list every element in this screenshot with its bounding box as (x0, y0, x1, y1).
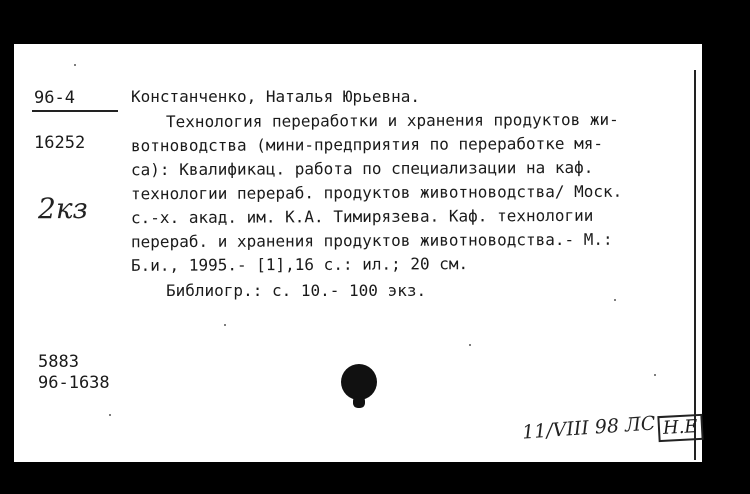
card-edge-line (694, 70, 696, 460)
paper-speck (654, 374, 656, 376)
paper-speck (224, 324, 226, 326)
paper-speck (614, 299, 616, 301)
title-line-5: с.-х. акад. им. К.А. Тимирязева. Каф. технологии (130, 205, 594, 228)
inventory-number: 5883 (38, 352, 79, 372)
title-line-4: технологии перераб. продуктов животноводства/ Моск. (130, 181, 623, 204)
ink-blot-tail (353, 396, 365, 408)
title-line-2: вотноводства (мини-предприятия по переработке мя- (130, 133, 604, 156)
catalog-card (14, 44, 702, 462)
call-number-top: 96-4 (34, 88, 75, 108)
call-number-bottom: 16252 (34, 133, 86, 153)
paper-speck (109, 414, 111, 416)
accession-number: 96-1638 (38, 373, 110, 393)
imprint-line: Б.и., 1995.- [1],16 с.: ил.; 20 см. (130, 254, 469, 275)
author-line: Констанченко, Наталья Юрьевна. (131, 87, 420, 106)
title-line-6: перераб. и хранения продуктов животноводства.- М.: (130, 229, 613, 252)
title-line-3: са): Квалификац. работа по специализации на каф. (130, 157, 594, 180)
bibliography-line: Библиогр.: с. 10.- 100 экз. (166, 281, 427, 300)
title-line-1: Технология переработки и хранения продуктов жи- (165, 109, 619, 132)
paper-speck (469, 344, 471, 346)
handwritten-date: 11/VIII 98 ЛС (521, 412, 657, 444)
ink-blot (341, 364, 377, 400)
call-number-divider (32, 110, 118, 112)
handwritten-mark: 2кз (38, 192, 88, 225)
initials-stamp: Н.Е (657, 414, 703, 442)
paper-speck (74, 64, 76, 66)
